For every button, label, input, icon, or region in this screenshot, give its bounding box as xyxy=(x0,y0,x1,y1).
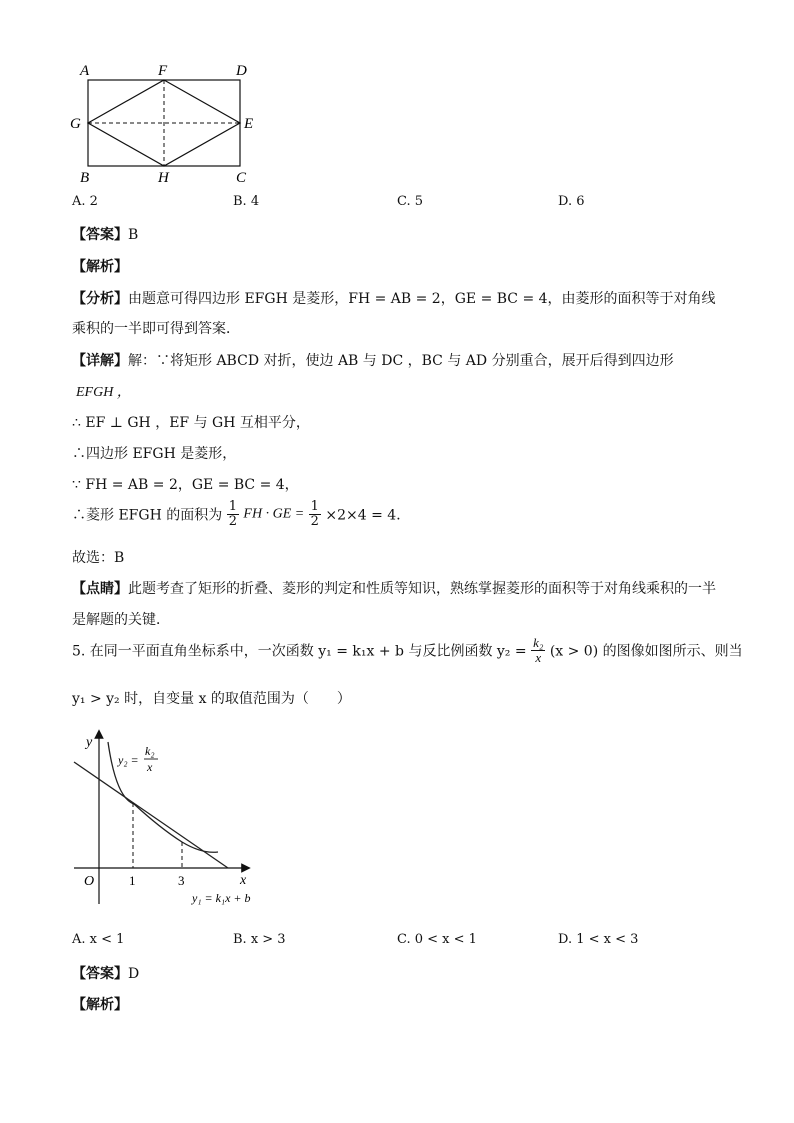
answer-tag: 【答案】 xyxy=(72,227,128,243)
q5-frac-num: k₂ xyxy=(533,635,544,650)
frac1-den: 2 xyxy=(228,514,237,529)
label-g: G xyxy=(70,116,81,132)
label-a: A xyxy=(80,63,90,79)
q4-xiangjie-line5: ∵ FH = AB = 2，GE = BC = 4， xyxy=(72,477,299,493)
q5-stem-fraction xyxy=(531,636,545,665)
q4-xiangjie-line6 xyxy=(72,500,410,529)
label-e: E xyxy=(244,116,254,132)
curve-label-den: x xyxy=(147,760,153,774)
q4-xiangjie-line2: EFGH ， xyxy=(76,385,131,400)
label-c: C xyxy=(236,170,247,186)
fraction-half-1 xyxy=(227,500,239,529)
tick-1-label: 1 xyxy=(129,873,136,888)
function-graph-figure xyxy=(68,728,288,913)
label-f: F xyxy=(158,63,168,79)
q4-answer xyxy=(72,224,138,244)
q5-analysis-tag: 【解析】 xyxy=(72,997,128,1013)
q4-xiangjie-line4: ∴四边形 EFGH 是菱形， xyxy=(72,446,237,462)
q5-stem-line2: y₁ > y₂ 时，自变量 x 的取值范围为（ ） xyxy=(72,691,351,707)
q4-dianjing-line2: 是解题的关键． xyxy=(72,612,170,628)
q4-fenxi-line1 xyxy=(72,288,716,308)
dianjing-text-1: 此题考查了矩形的折叠、菱形的判定和性质等知识，熟练掌握菱形的面积等于对角线乘积的一半 xyxy=(128,581,716,597)
curve-label-num: k₂ xyxy=(145,744,155,758)
q4-fenxi-line2: 乘积的一半即可得到答案． xyxy=(72,321,240,337)
fenxi-text-1: 由题意可得四边形 EFGH 是菱形，FH = AB = 2，GE = BC = 4，由菱形的面积等于对角线 xyxy=(128,291,716,307)
line-label: y₁ = k₁x + b xyxy=(192,891,251,905)
frac2-num: 1 xyxy=(310,499,319,514)
q4-option-c[interactable]: C. 5 xyxy=(397,194,424,209)
dianjing-tag: 【点睛】 xyxy=(72,581,128,597)
label-d: D xyxy=(236,63,247,79)
q5-stem-post: (x > 0) 的图像如图所示、则当 xyxy=(549,643,743,660)
area-pre: ∴菱形 EFGH 的面积为 xyxy=(72,507,223,524)
xiangjie-tag: 【详解】 xyxy=(72,353,128,369)
origin-label: O xyxy=(84,874,95,889)
linear-function-line xyxy=(74,762,228,868)
fraction-half-2 xyxy=(309,500,321,529)
q5-option-d[interactable]: D. 1 < x < 3 xyxy=(558,932,639,947)
y-axis-label: y xyxy=(86,735,93,750)
area-mid: FH · GE = xyxy=(243,506,305,522)
q4-xiangjie-line1 xyxy=(72,350,674,370)
label-h: H xyxy=(158,170,169,186)
xiangjie-text-1: 解：∵将矩形 ABCD 对折，使边 AB 与 DC ，BC 与 AD 分别重合，展开后得到四边形 xyxy=(128,353,674,369)
label-b: B xyxy=(80,170,90,186)
q4-analysis-tag: 【解析】 xyxy=(72,259,128,275)
tick-3-label: 3 xyxy=(178,873,185,888)
q4-option-d[interactable]: D. 6 xyxy=(558,194,585,209)
frac2-den: 2 xyxy=(310,514,319,529)
answer-value: B xyxy=(128,227,139,243)
q4-option-b[interactable]: B. 4 xyxy=(233,194,260,209)
q4-option-a[interactable]: A. 2 xyxy=(72,194,98,209)
q4-choice: 故选：B xyxy=(72,550,125,566)
q5-answer xyxy=(72,963,139,983)
curve-label-lhs: y₂ = xyxy=(118,753,139,767)
q5-option-b[interactable]: B. x > 3 xyxy=(233,932,286,947)
area-post: ×2×4 = 4． xyxy=(325,507,411,524)
x-axis-label: x xyxy=(240,873,247,888)
q5-answer-tag: 【答案】 xyxy=(72,966,128,982)
q5-frac-den: x xyxy=(535,650,542,665)
fenxi-tag: 【分析】 xyxy=(72,291,128,307)
frac1-num: 1 xyxy=(228,499,237,514)
q5-option-c[interactable]: C. 0 < x < 1 xyxy=(397,932,477,947)
rectangle-rhombus-figure xyxy=(66,58,266,188)
q5-stem-line1 xyxy=(72,636,743,665)
q4-xiangjie-line3: ∴ EF ⊥ GH ，EF 与 GH 互相平分， xyxy=(72,415,310,431)
q5-stem-pre: 5. 在同一平面直角坐标系中，一次函数 y₁ = k₁x + b 与反比例函数 y₂ = xyxy=(72,643,527,660)
q5-option-a[interactable]: A. x < 1 xyxy=(72,932,125,947)
q4-dianjing-line1 xyxy=(72,578,716,598)
q5-answer-value: D xyxy=(128,966,140,982)
